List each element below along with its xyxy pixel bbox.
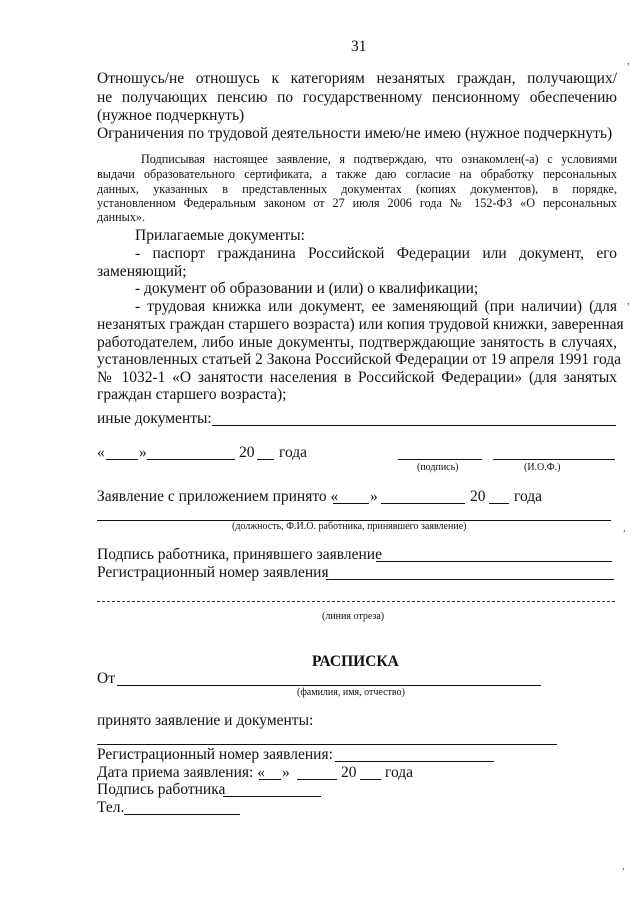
doc-item-1-line-1: - паспорт гражданина Российской Федерации или документ, его [135, 245, 617, 262]
name-field[interactable] [493, 459, 615, 460]
receipt-from-label: От [97, 670, 115, 687]
cut-line [97, 601, 615, 602]
receipt-phone-field[interactable] [124, 814, 240, 815]
receipt-registration-field[interactable] [335, 761, 494, 762]
doc-item-3-line-4: установленных статьей 2 Закона Российской Федерации от 19 апреля 1991 года [97, 351, 622, 368]
signature-field[interactable] [398, 459, 482, 460]
worker-signature-label: Подпись работника, принявшего заявление [97, 546, 382, 563]
scan-mark-mid: , [627, 295, 630, 307]
receipt-date-label: Дата приема заявления: « [97, 764, 265, 781]
consent-line-1: Подписывая настоящее заявление, я подтверждаю, что ознакомлен(-а) с условиями [141, 152, 617, 166]
receipt-phone-label: Тел. [97, 799, 125, 816]
receipt-year-field[interactable] [360, 779, 381, 780]
doc-item-2: - документ об образовании и (или) о квалификации; [135, 280, 479, 297]
accepted-month-field[interactable] [381, 503, 465, 504]
signature-caption: (подпись) [417, 462, 459, 473]
page-number: 31 [351, 38, 367, 55]
cut-line-caption: (линия отреза) [322, 611, 385, 622]
scan-mark-top: , [627, 55, 630, 67]
accepted-year-word: года [514, 488, 543, 505]
doc-item-3-line-2: незанятых граждан старшего возраста) или копия трудовой книжки, заверенная [97, 316, 624, 333]
receipt-accepted-text: принято заявление и документы: [97, 712, 314, 729]
accepted-year-field[interactable] [489, 503, 509, 504]
doc-item-3-line-6: граждан старшего возраста); [97, 386, 287, 403]
receipt-from-caption: (фамилия, имя, отчество) [297, 687, 405, 698]
scan-mark-right: , [623, 522, 626, 534]
receipt-signature-label: Подпись работника [97, 781, 226, 798]
restrictions-line: Ограничения по трудовой деятельности имею/не имею (нужное подчеркнуть) [97, 125, 613, 142]
scan-mark-bottom: , [622, 860, 625, 872]
accepted-close-quote: » [370, 488, 378, 505]
other-documents-field[interactable] [212, 425, 616, 426]
receipt-date-close: » [282, 764, 290, 781]
consent-line-2: выдачи образовательного сертификата, а также даю согласие на обработку персональных [97, 167, 617, 181]
name-caption: (И.О.Ф.) [524, 462, 561, 473]
receipt-date-day-field[interactable] [259, 779, 281, 780]
receipt-registration-label: Регистрационный номер заявления: [97, 746, 333, 763]
receipt-from-field[interactable] [117, 685, 541, 686]
category-line-2: не получающих пенсию по государственному пенсионному обеспечению [97, 89, 617, 106]
registration-field[interactable] [326, 579, 614, 580]
date-year-word: года [279, 444, 308, 461]
date-day-field[interactable] [106, 459, 138, 460]
date-close-quote: » [139, 444, 147, 461]
consent-line-3: данных, указанных в представленных документах (копиях документов), в порядке, [97, 182, 617, 196]
category-line-3: (нужное подчеркнуть) [97, 107, 245, 124]
receipt-title: РАСПИСКА [312, 653, 399, 670]
doc-item-3-line-1: - трудовая книжка или документ, ее заменяющий (при наличии) (для [135, 298, 617, 315]
consent-line-4: установленном Федеральным законом от 27 июля 2006 года № 152-ФЗ «О персональных [97, 196, 617, 210]
consent-line-5: данных». [97, 210, 146, 224]
date-year-field[interactable] [257, 459, 274, 460]
documents-heading: Прилагаемые документы: [135, 227, 305, 244]
date-year-prefix: 20 [239, 444, 255, 461]
accepted-year-prefix: 20 [470, 488, 486, 505]
worker-signature-field[interactable] [376, 561, 612, 562]
accepted-day-field[interactable] [333, 503, 369, 504]
accepted-label: Заявление с приложением принято « [97, 488, 339, 505]
doc-item-3-line-3: работодателем, либо иные документы, подтверждающие занятость в случаях, [97, 334, 617, 351]
accepted-caption: (должность, Ф.И.О. работника, принявшего заявление) [232, 521, 467, 532]
receipt-year-prefix: 20 [341, 764, 357, 781]
doc-item-3-line-5: № 1032-1 «О занятости населения в Российской Федерации» (для занятых [97, 369, 617, 386]
registration-label: Регистрационный номер заявления [97, 564, 329, 581]
other-documents-label: иные документы: [97, 410, 212, 427]
receipt-date-month-field[interactable] [297, 779, 337, 780]
date-month-field[interactable] [147, 459, 235, 460]
receipt-signature-field[interactable] [223, 796, 321, 797]
category-line-1: Отношусь/не отношусь к категориям незанятых граждан, получающих/ [97, 70, 617, 87]
receipt-year-word: года [385, 764, 414, 781]
doc-item-1-line-2: заменяющий; [97, 263, 187, 280]
date-open-quote: « [97, 444, 105, 461]
